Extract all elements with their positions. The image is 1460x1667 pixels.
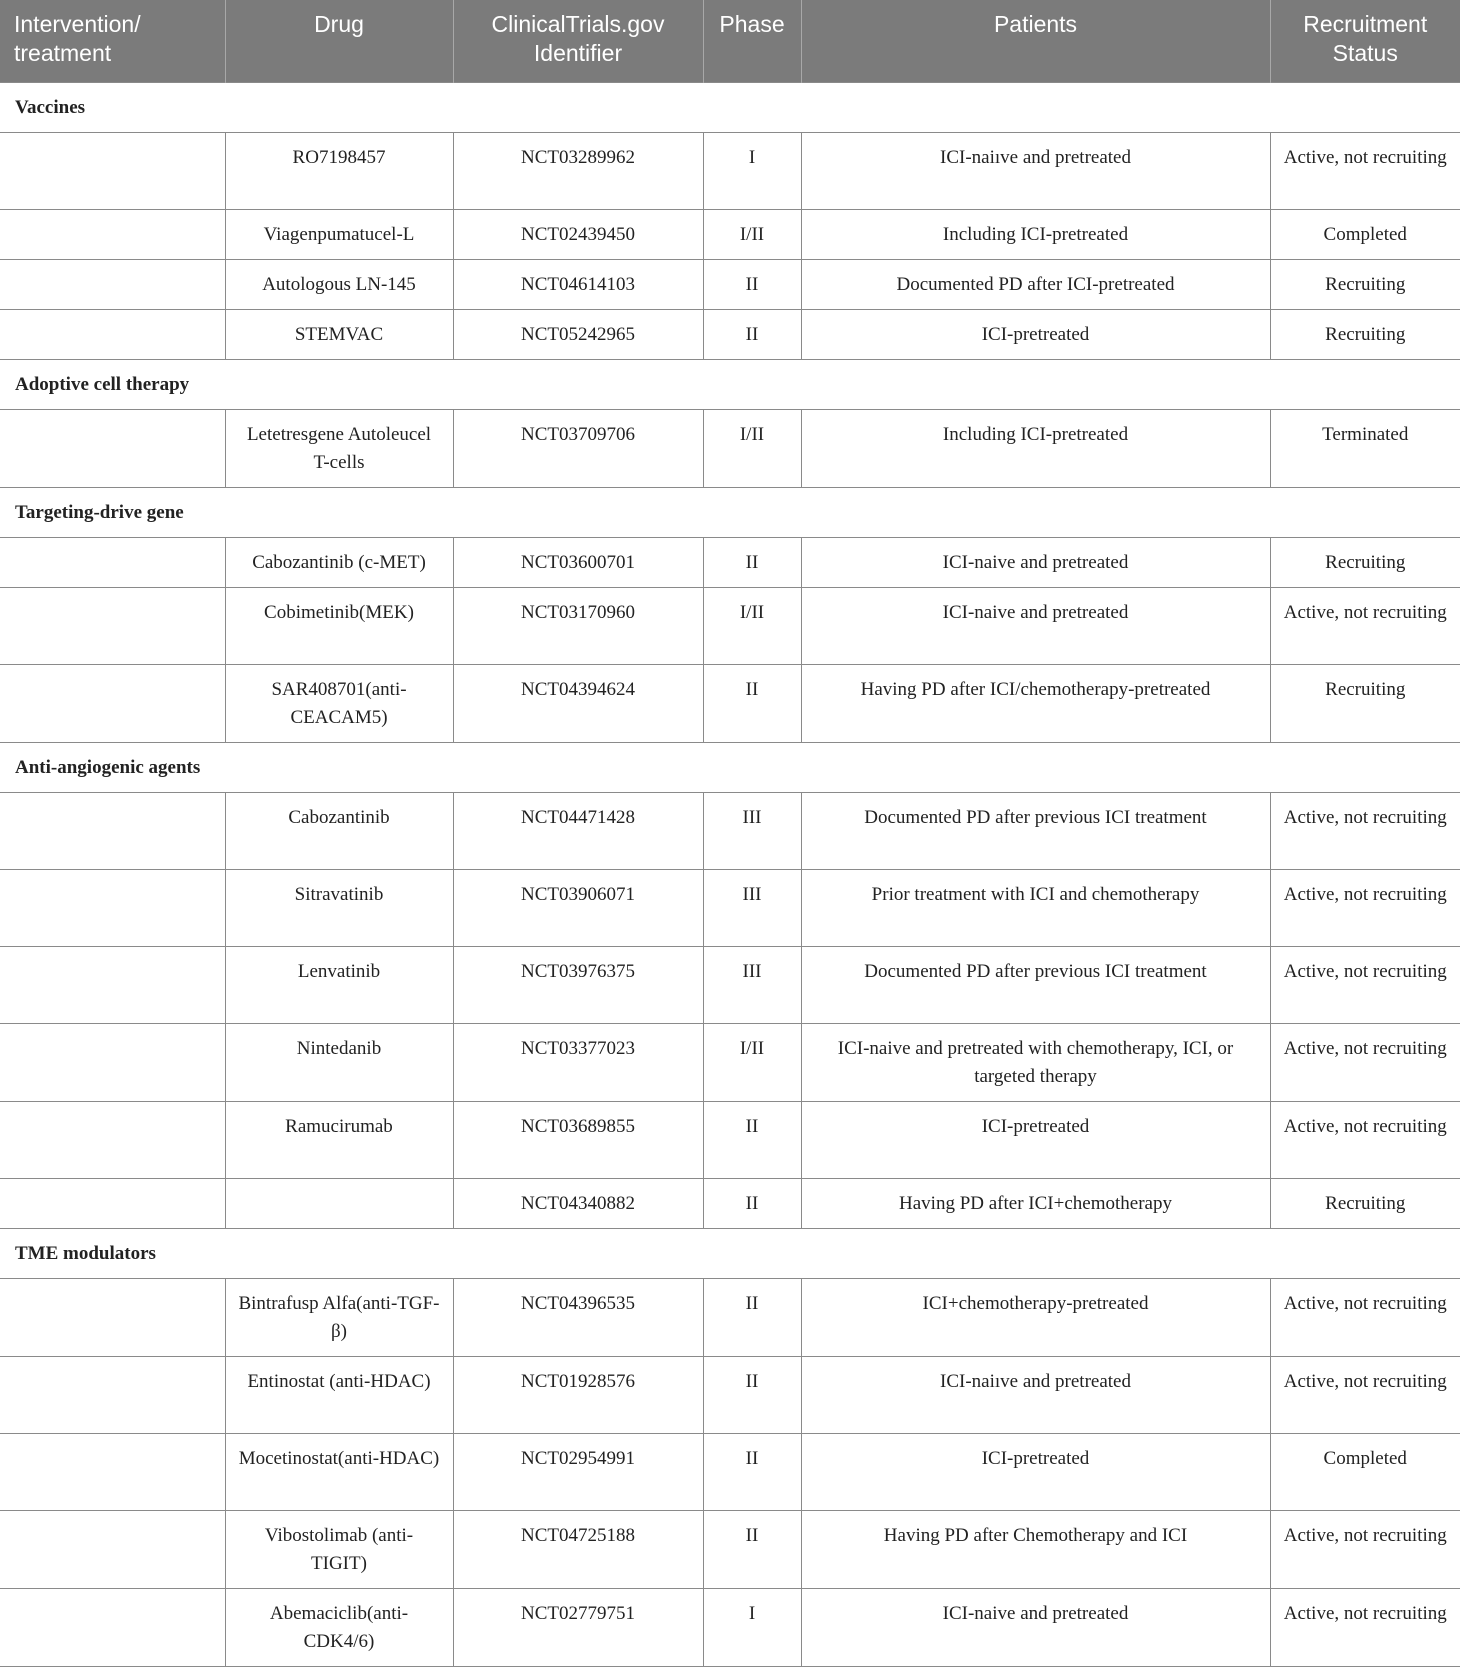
cell-drug: Vibostolimab (anti-TIGIT) [225, 1510, 453, 1588]
cell-identifier: NCT03906071 [453, 869, 703, 946]
table-row [0, 587, 1460, 664]
cell-identifier: NCT03289962 [453, 132, 703, 209]
section-title: TME modulators [0, 1228, 1460, 1278]
cell-intervention [0, 259, 225, 309]
cell-intervention [0, 1588, 225, 1666]
table-row [0, 259, 1460, 309]
cell-identifier: NCT04396535 [453, 1278, 703, 1356]
section-title: Anti-angiogenic agents [0, 742, 1460, 792]
cell-status: Active, not recruiting [1270, 1101, 1460, 1178]
cell-identifier: NCT02439450 [453, 209, 703, 259]
cell-phase: II [703, 1356, 801, 1433]
cell-drug: Cabozantinib [225, 792, 453, 869]
cell-patients: ICI-naiıve and pretreated [801, 132, 1270, 209]
cell-identifier: NCT02779751 [453, 1588, 703, 1666]
table-row [0, 869, 1460, 946]
cell-phase: II [703, 1278, 801, 1356]
cell-drug: Autologous LN-145 [225, 259, 453, 309]
cell-status: Recruiting [1270, 1178, 1460, 1228]
cell-patients: ICI-naive and pretreated [801, 537, 1270, 587]
cell-drug: STEMVAC [225, 309, 453, 359]
cell-drug: Bintrafusp Alfa(anti-TGF-β) [225, 1278, 453, 1356]
cell-status: Active, not recruiting [1270, 869, 1460, 946]
cell-drug: Ramucirumab [225, 1101, 453, 1178]
cell-phase: I/II [703, 587, 801, 664]
cell-status: Recruiting [1270, 537, 1460, 587]
cell-phase: I/II [703, 1023, 801, 1101]
header-patients: Patients [801, 0, 1270, 82]
table-row [0, 1588, 1460, 1666]
section-row [0, 359, 1460, 409]
cell-intervention [0, 946, 225, 1023]
cell-patients: Documented PD after previous ICI treatment [801, 946, 1270, 1023]
cell-patients: ICI-naiıve and pretreated [801, 1356, 1270, 1433]
cell-patients: ICI-naive and pretreated [801, 587, 1270, 664]
header-identifier: ClinicalTrials.gov Identifier [453, 0, 703, 82]
cell-phase: III [703, 946, 801, 1023]
cell-status: Active, not recruiting [1270, 1278, 1460, 1356]
cell-patients: ICI+chemotherapy-pretreated [801, 1278, 1270, 1356]
cell-status: Completed [1270, 209, 1460, 259]
cell-drug: Mocetinostat(anti-HDAC) [225, 1433, 453, 1510]
cell-phase: I/II [703, 409, 801, 487]
cell-phase: I [703, 1588, 801, 1666]
cell-intervention [0, 1178, 225, 1228]
cell-drug [225, 1178, 453, 1228]
cell-patients: ICI-naive and pretreated with chemotherapy, ICI, or targeted therapy [801, 1023, 1270, 1101]
cell-status: Active, not recruiting [1270, 132, 1460, 209]
cell-drug: Cobimetinib(MEK) [225, 587, 453, 664]
cell-status: Active, not recruiting [1270, 587, 1460, 664]
cell-phase: I/II [703, 209, 801, 259]
cell-intervention [0, 1101, 225, 1178]
cell-intervention [0, 664, 225, 742]
table-row [0, 309, 1460, 359]
table-row [0, 409, 1460, 487]
table-row [0, 537, 1460, 587]
cell-status: Recruiting [1270, 309, 1460, 359]
table-row [0, 946, 1460, 1023]
cell-drug: Viagenpumatucel-L [225, 209, 453, 259]
cell-identifier: NCT05242965 [453, 309, 703, 359]
cell-identifier: NCT03689855 [453, 1101, 703, 1178]
table-row [0, 1356, 1460, 1433]
cell-phase: II [703, 1101, 801, 1178]
header-intervention: Intervention/ treatment [0, 0, 225, 82]
section-title: Adoptive cell therapy [0, 359, 1460, 409]
section-row [0, 1228, 1460, 1278]
cell-identifier: NCT03600701 [453, 537, 703, 587]
cell-identifier: NCT02954991 [453, 1433, 703, 1510]
cell-identifier: NCT04725188 [453, 1510, 703, 1588]
table-row [0, 1101, 1460, 1178]
cell-phase: II [703, 1178, 801, 1228]
cell-intervention [0, 409, 225, 487]
cell-patients: Prior treatment with ICI and chemotherapy [801, 869, 1270, 946]
cell-patients: Having PD after Chemotherapy and ICI [801, 1510, 1270, 1588]
cell-drug: SAR408701(anti-CEACAM5) [225, 664, 453, 742]
table-row [0, 132, 1460, 209]
cell-patients: ICI-pretreated [801, 1101, 1270, 1178]
cell-identifier: NCT04471428 [453, 792, 703, 869]
cell-intervention [0, 869, 225, 946]
table-header [0, 0, 1460, 82]
header-drug: Drug [225, 0, 453, 82]
cell-drug: Lenvatinib [225, 946, 453, 1023]
table-row [0, 1433, 1460, 1510]
cell-patients: ICI-pretreated [801, 1433, 1270, 1510]
cell-intervention [0, 1433, 225, 1510]
cell-intervention [0, 792, 225, 869]
cell-identifier: NCT04614103 [453, 259, 703, 309]
cell-status: Terminated [1270, 409, 1460, 487]
table-row [0, 209, 1460, 259]
table-row [0, 1023, 1460, 1101]
cell-identifier: NCT04394624 [453, 664, 703, 742]
cell-phase: II [703, 537, 801, 587]
cell-status: Active, not recruiting [1270, 1510, 1460, 1588]
section-row [0, 487, 1460, 537]
cell-intervention [0, 309, 225, 359]
cell-drug: Cabozantinib (c-MET) [225, 537, 453, 587]
cell-drug: Letetresgene Autoleucel T-cells [225, 409, 453, 487]
cell-phase: III [703, 792, 801, 869]
table-row [0, 1178, 1460, 1228]
cell-intervention [0, 1510, 225, 1588]
cell-intervention [0, 537, 225, 587]
cell-phase: II [703, 1510, 801, 1588]
cell-status: Completed [1270, 1433, 1460, 1510]
cell-intervention [0, 1278, 225, 1356]
cell-intervention [0, 209, 225, 259]
cell-drug: Nintedanib [225, 1023, 453, 1101]
table-row [0, 664, 1460, 742]
cell-patients: Having PD after ICI/chemotherapy-pretreated [801, 664, 1270, 742]
cell-drug: Sitravatinib [225, 869, 453, 946]
cell-patients: ICI-pretreated [801, 309, 1270, 359]
cell-drug: Entinostat (anti-HDAC) [225, 1356, 453, 1433]
cell-intervention [0, 587, 225, 664]
cell-identifier: NCT03709706 [453, 409, 703, 487]
cell-phase: II [703, 664, 801, 742]
cell-patients: Having PD after ICI+chemotherapy [801, 1178, 1270, 1228]
cell-phase: I [703, 132, 801, 209]
cell-patients: Documented PD after previous ICI treatment [801, 792, 1270, 869]
section-row [0, 82, 1460, 132]
cell-identifier: NCT01928576 [453, 1356, 703, 1433]
cell-intervention [0, 1023, 225, 1101]
table-body [0, 82, 1460, 1666]
cell-identifier: NCT04340882 [453, 1178, 703, 1228]
cell-phase: II [703, 309, 801, 359]
cell-drug: Abemaciclib(anti-CDK4/6) [225, 1588, 453, 1666]
cell-status: Active, not recruiting [1270, 1023, 1460, 1101]
table-row [0, 1510, 1460, 1588]
cell-phase: III [703, 869, 801, 946]
table-row [0, 1278, 1460, 1356]
cell-status: Active, not recruiting [1270, 1356, 1460, 1433]
cell-phase: II [703, 259, 801, 309]
cell-intervention [0, 1356, 225, 1433]
cell-identifier: NCT03976375 [453, 946, 703, 1023]
cell-intervention [0, 132, 225, 209]
cell-status: Active, not recruiting [1270, 1588, 1460, 1666]
header-row [0, 0, 1460, 82]
cell-status: Active, not recruiting [1270, 792, 1460, 869]
table-row [0, 792, 1460, 869]
cell-status: Active, not recruiting [1270, 946, 1460, 1023]
section-title: Targeting-drive gene [0, 487, 1460, 537]
cell-patients: ICI-naive and pretreated [801, 1588, 1270, 1666]
cell-patients: Documented PD after ICI-pretreated [801, 259, 1270, 309]
cell-status: Recruiting [1270, 664, 1460, 742]
cell-patients: Including ICI-pretreated [801, 209, 1270, 259]
section-title: Vaccines [0, 82, 1460, 132]
cell-status: Recruiting [1270, 259, 1460, 309]
cell-phase: II [703, 1433, 801, 1510]
cell-identifier: NCT03377023 [453, 1023, 703, 1101]
cell-drug: RO7198457 [225, 132, 453, 209]
cell-identifier: NCT03170960 [453, 587, 703, 664]
cell-patients: Including ICI-pretreated [801, 409, 1270, 487]
header-phase: Phase [703, 0, 801, 82]
header-status: Recruitment Status [1270, 0, 1460, 82]
section-row [0, 742, 1460, 792]
